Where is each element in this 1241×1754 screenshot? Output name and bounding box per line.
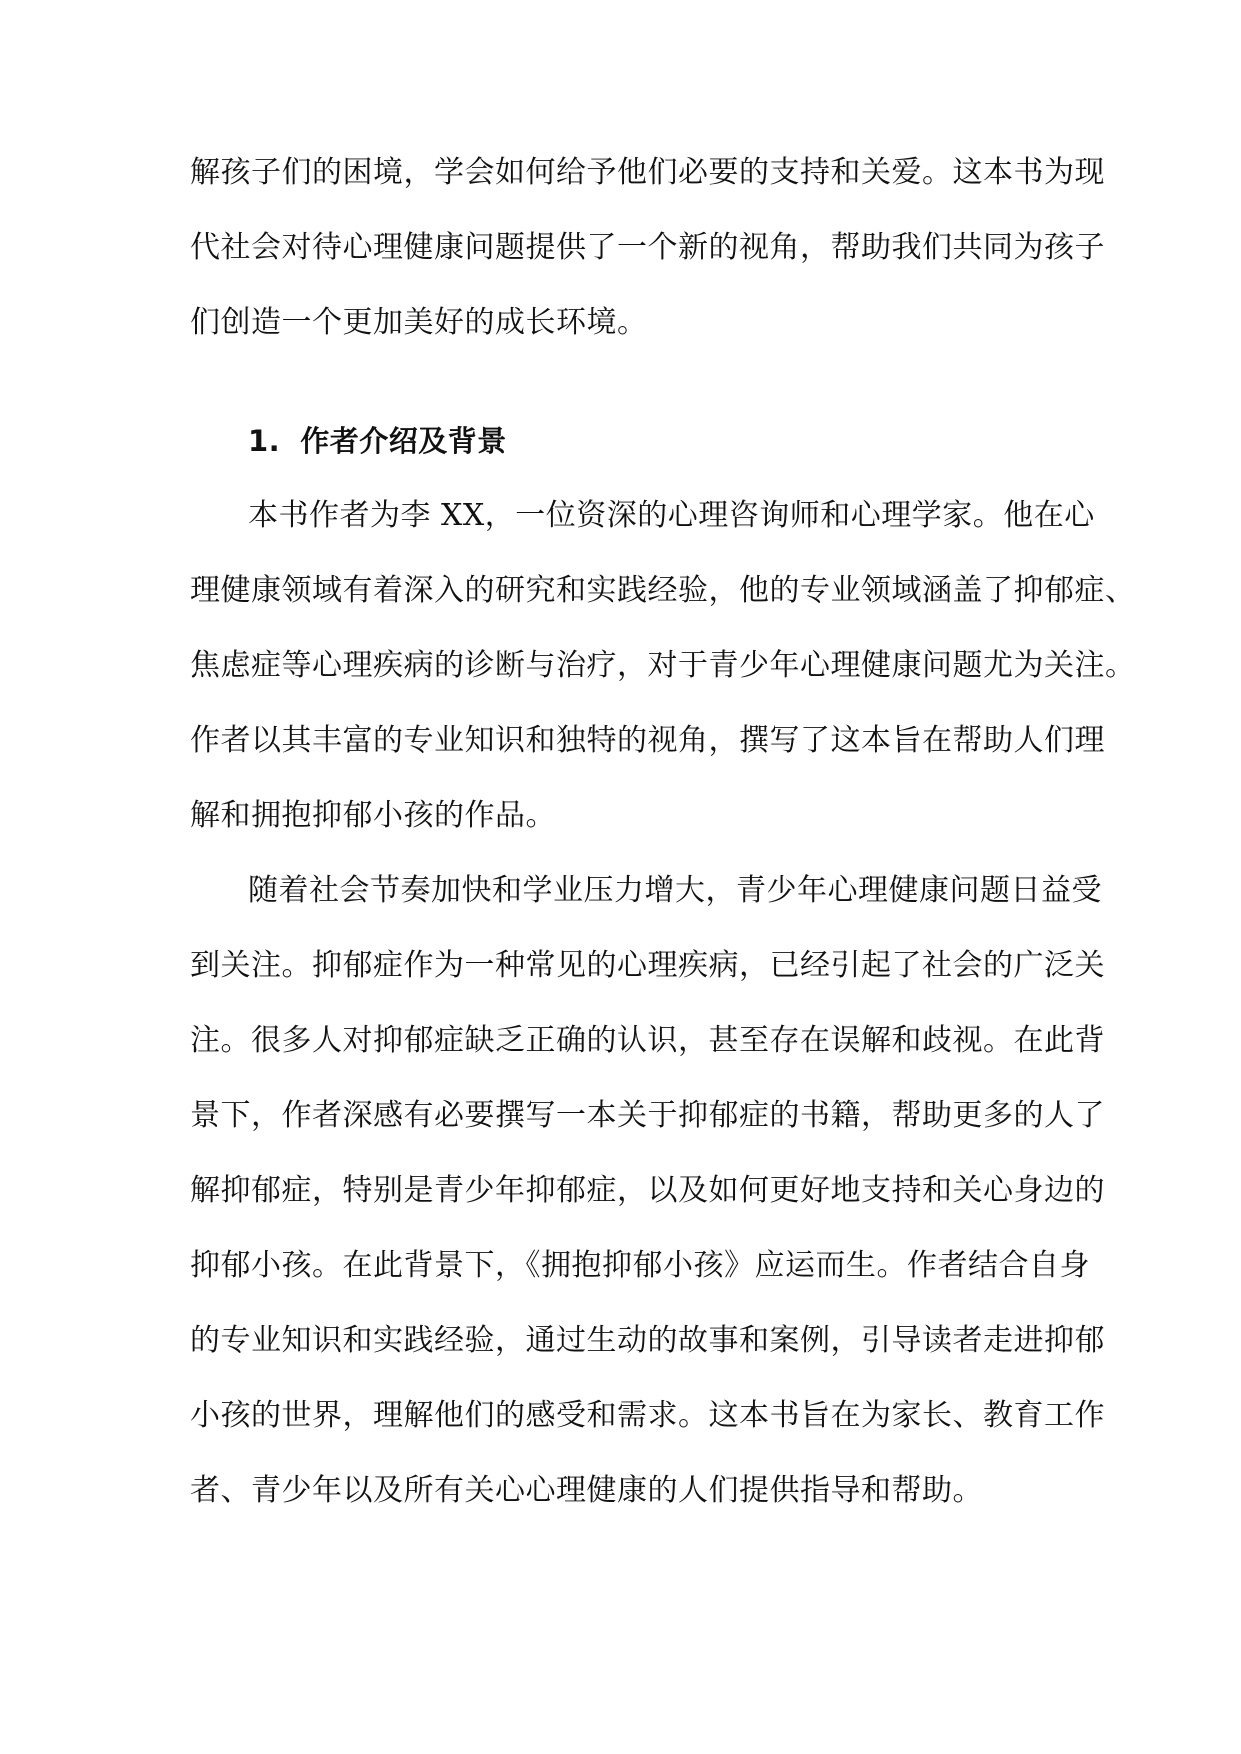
document-body [190, 143, 1136, 1536]
background-paragraph [190, 861, 1105, 1536]
text-line: 本书作者为李 XX，一位资深的心理咨询师和心理学家。他在心 [248, 498, 1095, 533]
text-line: 解和拥抱抑郁小孩的作品。 [190, 798, 556, 833]
text-line: 注。很多人对抑郁症缺乏正确的认识，甚至存在误解和歧视。在此背 [190, 1023, 1105, 1058]
intro-paragraph [190, 143, 1105, 368]
text-line: 抑郁小孩。在此背景下，《拥抱抑郁小孩》应运而生。作者结合自身 [190, 1248, 1090, 1283]
text-line: 焦虑症等心理疾病的诊断与治疗，对于青少年心理健康问题尤为关注。 [190, 648, 1136, 683]
author-paragraph [190, 486, 1136, 861]
section-number: 1. [248, 424, 281, 458]
text-line: 随着社会节奏加快和学业压力增大，青少年心理健康问题日益受 [248, 873, 1102, 908]
text-line: 者、青少年以及所有关心心理健康的人们提供指导和帮助。 [190, 1473, 983, 1508]
text-line: 小孩的世界，理解他们的感受和需求。这本书旨在为家长、教育工作 [190, 1398, 1105, 1433]
text-line: 们创造一个更加美好的成长环境。 [190, 305, 648, 340]
text-line: 代社会对待心理健康问题提供了一个新的视角，帮助我们共同为孩子 [190, 230, 1105, 265]
text-line: 解抑郁症，特别是青少年抑郁症，以及如何更好地支持和关心身边的 [190, 1173, 1105, 1208]
text-line: 到关注。抑郁症作为一种常见的心理疾病，已经引起了社会的广泛关 [190, 948, 1105, 983]
text-line: 景下，作者深感有必要撰写一本关于抑郁症的书籍，帮助更多的人了 [190, 1098, 1105, 1133]
section-title: 作者介绍及背景 [300, 424, 507, 458]
text-line: 的专业知识和实践经验，通过生动的故事和案例，引导读者走进抑郁 [190, 1323, 1105, 1358]
text-line: 解孩子们的困境，学会如何给予他们必要的支持和关爱。这本书为现 [190, 155, 1105, 190]
text-line: 作者以其丰富的专业知识和独特的视角，撰写了这本旨在帮助人们理 [190, 723, 1105, 758]
section-heading [190, 411, 1070, 486]
text-line: 理健康领域有着深入的研究和实践经验，他的专业领域涵盖了抑郁症、 [190, 573, 1136, 608]
